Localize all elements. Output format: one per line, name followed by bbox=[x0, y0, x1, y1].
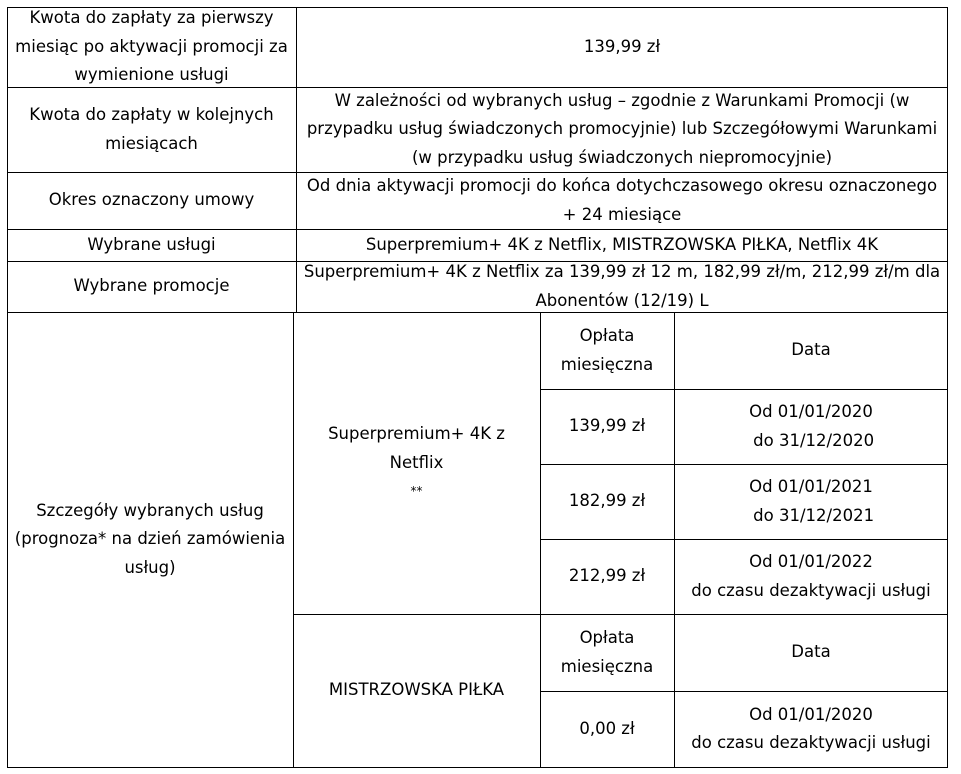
row-value-selected-services: Superpremium+ 4K z Netflix, MISTRZOWSKA PIŁKA, Netflix 4K bbox=[365, 234, 879, 254]
row-label-selected-promotions: Wybrane promocje bbox=[73, 276, 230, 296]
date-range: Od 01/01/2020 do czasu dezaktywacji usługi bbox=[691, 704, 931, 752]
date-header: Data bbox=[791, 340, 831, 360]
fee-value: 0,00 zł bbox=[579, 718, 635, 738]
row-value-contract-period: Od dnia aktywacji promocji do końca dotychczasowego okresu oznaczonego + 24 miesiące bbox=[306, 176, 938, 224]
date-range: Od 01/01/2022 do czasu dezaktywacji usługi bbox=[691, 552, 931, 600]
fee-value: 182,99 zł bbox=[568, 491, 646, 511]
row-label-first-month-amount: Kwota do zapłaty za pierwszy miesiąc po aktywacji promocji za wymienione usługi bbox=[15, 8, 288, 85]
service-name-superpremium: Superpremium+ 4K z Netflix ** bbox=[328, 424, 505, 499]
row-value-selected-promotions: Superpremium+ 4K z Netflix za 139,99 zł 12 m, 182,99 zł/m, 212,99 zł/m dla Abonentów (12/19) L bbox=[303, 262, 941, 310]
details-label: Szczegóły wybranych usług (prognoza* na dzień zamówienia usług) bbox=[14, 500, 286, 577]
row-label-selected-services: Wybrane usługi bbox=[87, 234, 216, 254]
date-header: Data bbox=[791, 642, 831, 662]
fee-value: 139,99 zł bbox=[568, 416, 646, 436]
date-range: Od 01/01/2021 do 31/12/2021 bbox=[747, 477, 875, 525]
row-value-first-month-amount: 139,99 zł bbox=[583, 36, 661, 56]
fee-value: 212,99 zł bbox=[568, 566, 646, 586]
row-label-contract-period: Okres oznaczony umowy bbox=[48, 190, 255, 210]
fee-header: Opłata miesięczna bbox=[560, 628, 654, 676]
service-name-mistrzowska-pilka: MISTRZOWSKA PIŁKA bbox=[328, 680, 505, 700]
fee-header: Opłata miesięczna bbox=[560, 326, 654, 374]
row-label-following-months-amount: Kwota do zapłaty w kolejnych miesiącach bbox=[29, 105, 274, 153]
details-table bbox=[7, 7, 948, 768]
row-value-following-months-amount: W zależności od wybranych usług – zgodnie z Warunkami Promocji (w przypadku usług świadczonych promocyjnie) lub Szczegółowymi Warunkami (w przypadku usług świadczonych niepromocyjnie) bbox=[306, 90, 938, 167]
date-range: Od 01/01/2020 do 31/12/2020 bbox=[747, 402, 875, 450]
